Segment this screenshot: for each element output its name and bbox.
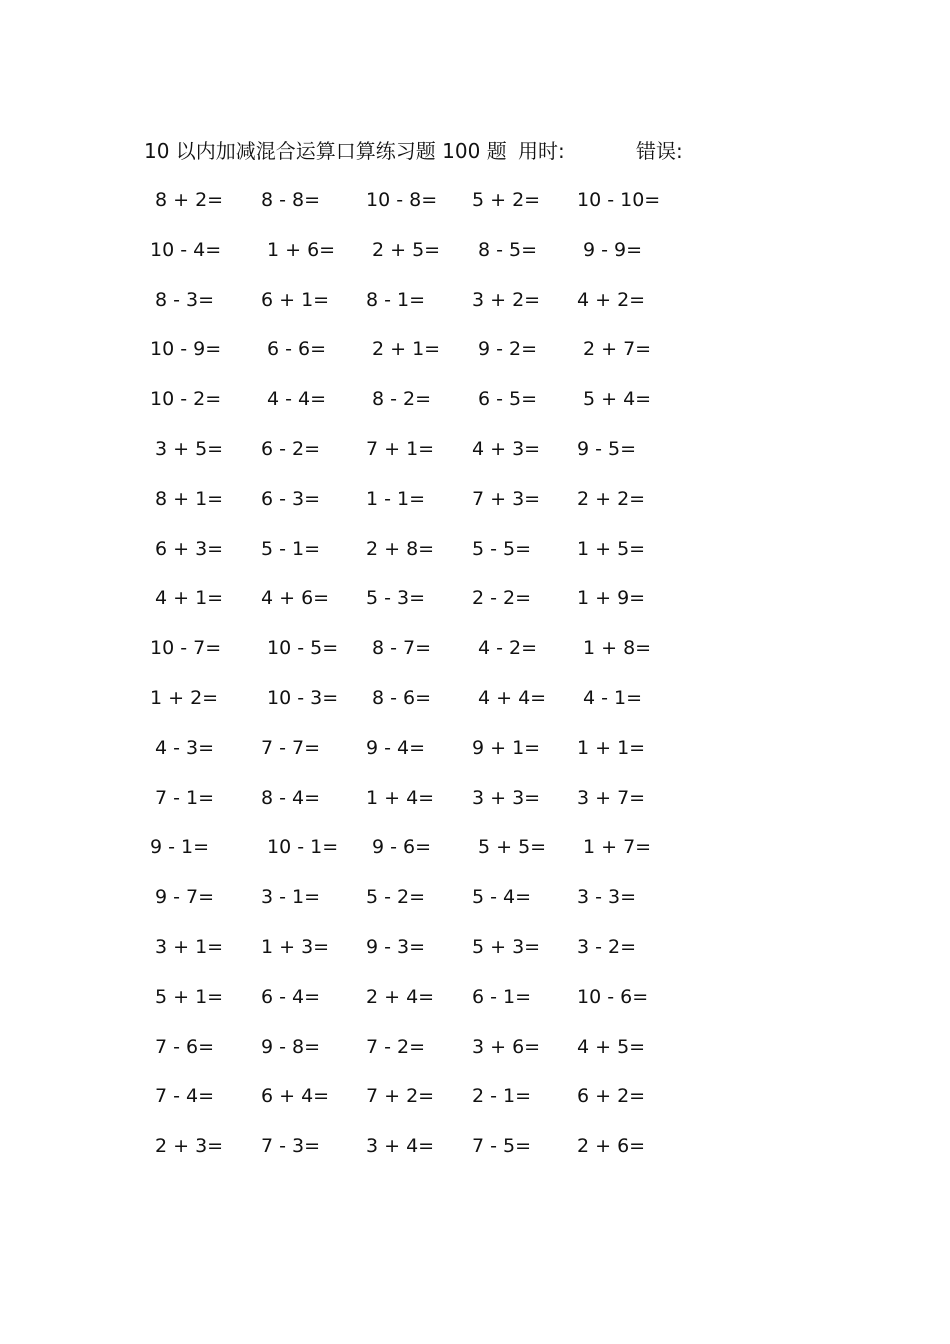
problem-item: 5 - 3= xyxy=(366,587,426,609)
problem-item: 6 - 3= xyxy=(261,488,321,510)
problem-item: 1 + 9= xyxy=(577,587,646,609)
problem-item: 3 + 2= xyxy=(472,289,541,311)
problem-item: 8 - 3= xyxy=(155,289,215,311)
problem-item: 9 - 3= xyxy=(366,936,426,958)
problem-item: 2 + 1= xyxy=(372,338,441,360)
problem-item: 9 - 9= xyxy=(583,239,643,261)
problem-item: 6 - 5= xyxy=(478,388,538,410)
problem-item: 10 - 10= xyxy=(577,189,661,211)
problem-item: 1 + 4= xyxy=(366,787,435,809)
problem-item: 8 + 1= xyxy=(155,488,224,510)
problem-item: 8 - 6= xyxy=(372,687,432,709)
problem-item: 4 - 3= xyxy=(155,737,215,759)
problem-item: 10 - 5= xyxy=(267,637,339,659)
problem-item: 7 - 7= xyxy=(261,737,321,759)
problem-item: 1 - 1= xyxy=(366,488,426,510)
problem-item: 3 + 3= xyxy=(472,787,541,809)
problem-item: 2 - 1= xyxy=(472,1085,532,1107)
problem-item: 4 - 2= xyxy=(478,637,538,659)
problem-item: 10 - 9= xyxy=(150,338,222,360)
problem-item: 5 + 4= xyxy=(583,388,652,410)
problem-item: 6 + 2= xyxy=(577,1085,646,1107)
problem-item: 4 + 3= xyxy=(472,438,541,460)
problem-item: 3 + 4= xyxy=(366,1135,435,1157)
problem-item: 8 + 2= xyxy=(155,189,224,211)
problem-item: 1 + 2= xyxy=(150,687,219,709)
problem-item: 6 - 1= xyxy=(472,986,532,1008)
problem-item: 9 - 6= xyxy=(372,836,432,858)
problem-item: 1 + 5= xyxy=(577,538,646,560)
problem-item: 7 - 2= xyxy=(366,1036,426,1058)
problem-item: 1 + 8= xyxy=(583,637,652,659)
problem-item: 8 - 8= xyxy=(261,189,321,211)
problem-item: 7 - 5= xyxy=(472,1135,532,1157)
problem-item: 3 + 6= xyxy=(472,1036,541,1058)
problem-item: 2 + 8= xyxy=(366,538,435,560)
problem-item: 10 - 2= xyxy=(150,388,222,410)
problem-item: 7 - 3= xyxy=(261,1135,321,1157)
errors-label: 错误: xyxy=(636,139,683,163)
problem-item: 2 + 6= xyxy=(577,1135,646,1157)
problem-item: 10 - 6= xyxy=(577,986,649,1008)
problem-item: 3 - 3= xyxy=(577,886,637,908)
problem-item: 3 - 2= xyxy=(577,936,637,958)
problem-item: 9 - 2= xyxy=(478,338,538,360)
problem-item: 8 - 2= xyxy=(372,388,432,410)
problem-item: 6 - 6= xyxy=(267,338,327,360)
problem-item: 6 - 2= xyxy=(261,438,321,460)
problem-item: 5 - 2= xyxy=(366,886,426,908)
problem-item: 10 - 8= xyxy=(366,189,438,211)
problem-item: 5 - 4= xyxy=(472,886,532,908)
problem-item: 3 + 7= xyxy=(577,787,646,809)
problem-item: 4 + 5= xyxy=(577,1036,646,1058)
problem-item: 6 + 4= xyxy=(261,1085,330,1107)
worksheet-title: 10 以内加减混合运算口算练习题 100 题 xyxy=(144,139,507,163)
problem-item: 2 + 7= xyxy=(583,338,652,360)
problem-item: 4 + 4= xyxy=(478,687,547,709)
problem-item: 6 + 1= xyxy=(261,289,330,311)
problem-item: 7 - 1= xyxy=(155,787,215,809)
problem-item: 7 + 1= xyxy=(366,438,435,460)
problem-item: 1 + 7= xyxy=(583,836,652,858)
problem-item: 4 + 1= xyxy=(155,587,224,609)
problem-item: 9 - 4= xyxy=(366,737,426,759)
problem-item: 4 - 1= xyxy=(583,687,643,709)
problem-item: 3 + 5= xyxy=(155,438,224,460)
problem-item: 3 - 1= xyxy=(261,886,321,908)
problem-item: 8 - 7= xyxy=(372,637,432,659)
problem-item: 8 - 4= xyxy=(261,787,321,809)
problem-item: 5 + 2= xyxy=(472,189,541,211)
problem-item: 9 - 7= xyxy=(155,886,215,908)
problem-item: 8 - 5= xyxy=(478,239,538,261)
problem-item: 8 - 1= xyxy=(366,289,426,311)
problem-item: 9 + 1= xyxy=(472,737,541,759)
problem-item: 4 + 6= xyxy=(261,587,330,609)
problem-item: 1 + 1= xyxy=(577,737,646,759)
problem-item: 10 - 7= xyxy=(150,637,222,659)
problem-item: 2 + 5= xyxy=(372,239,441,261)
problem-item: 5 + 5= xyxy=(478,836,547,858)
problem-item: 3 + 1= xyxy=(155,936,224,958)
problem-item: 4 - 4= xyxy=(267,388,327,410)
problem-item: 1 + 6= xyxy=(267,239,336,261)
problem-item: 5 - 1= xyxy=(261,538,321,560)
problem-item: 2 + 3= xyxy=(155,1135,224,1157)
problem-item: 9 - 1= xyxy=(150,836,210,858)
problem-item: 9 - 8= xyxy=(261,1036,321,1058)
problem-item: 7 - 4= xyxy=(155,1085,215,1107)
problem-item: 2 - 2= xyxy=(472,587,532,609)
problem-item: 10 - 3= xyxy=(267,687,339,709)
problem-item: 5 - 5= xyxy=(472,538,532,560)
problem-item: 4 + 2= xyxy=(577,289,646,311)
problem-item: 9 - 5= xyxy=(577,438,637,460)
problem-item: 2 + 4= xyxy=(366,986,435,1008)
problem-item: 7 + 2= xyxy=(366,1085,435,1107)
problem-item: 7 - 6= xyxy=(155,1036,215,1058)
problem-item: 6 + 3= xyxy=(155,538,224,560)
problem-item: 1 + 3= xyxy=(261,936,330,958)
problem-item: 10 - 4= xyxy=(150,239,222,261)
problem-item: 2 + 2= xyxy=(577,488,646,510)
problem-item: 5 + 3= xyxy=(472,936,541,958)
problem-item: 5 + 1= xyxy=(155,986,224,1008)
time-used-label: 用时: xyxy=(518,139,565,163)
problem-item: 7 + 3= xyxy=(472,488,541,510)
problem-item: 10 - 1= xyxy=(267,836,339,858)
problem-item: 6 - 4= xyxy=(261,986,321,1008)
